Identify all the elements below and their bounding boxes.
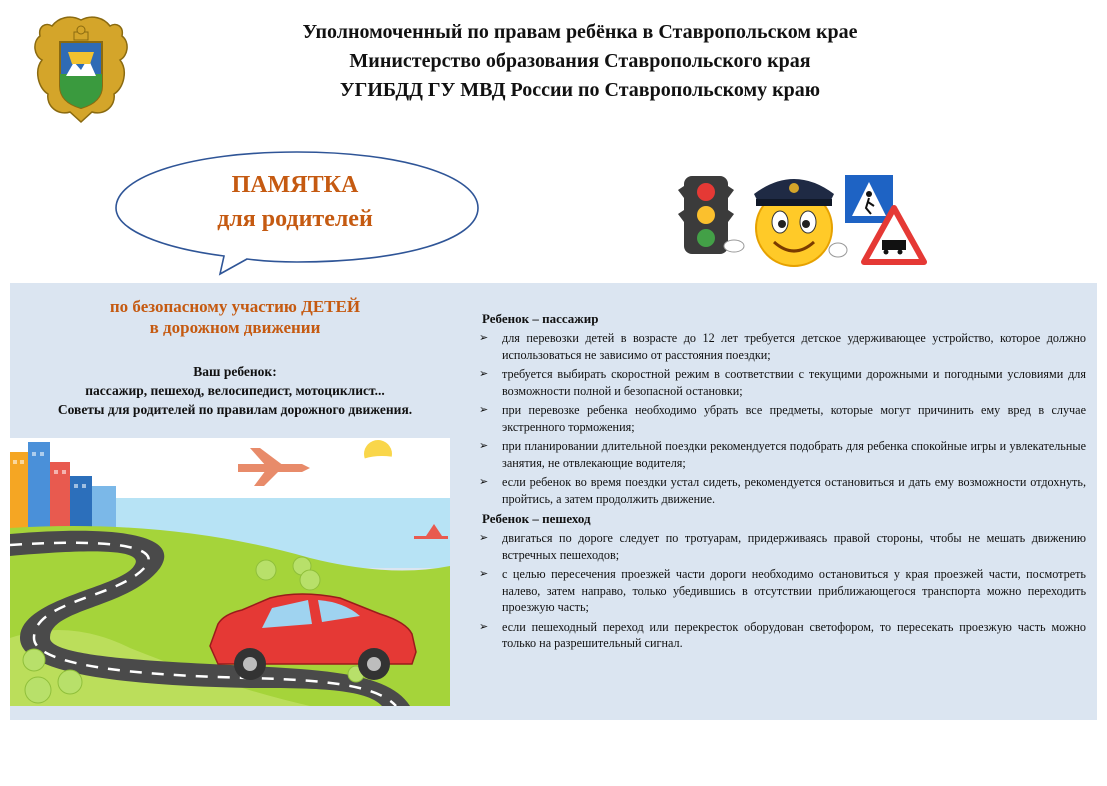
rule-text: для перевозки детей в возрасте до 12 лет требуется детское удерживающее устройство, которое должно использоваться не зависимо от расстояния поездки; [502,331,1086,362]
list-item [476,330,1086,363]
list-item [476,438,1086,471]
memo-title-line: ПАМЯТКА [231,172,359,198]
passenger-rules-list [476,330,1086,507]
road-car-illustration [10,438,450,706]
section-title-pedestrian: Ребенок – пешеход [482,511,591,526]
rule-text: двигаться по дороге следует по тротуарам, придерживаясь правой стороны, чтобы не мешать движению встречных пешеходов; [502,531,1086,562]
intro-text [20,362,450,419]
intro-line-3: Советы для родителей по правилам дорожного движения. [57,402,413,417]
header-line-traffic-police: УГИБДД ГУ МВД России по Ставропольскому краю [339,79,821,101]
rule-text: требуется выбирать скоростной режим в соответствии с текущими дорожными и погодными условиями для возможности полной и безопасной остановки; [502,367,1086,398]
memo-topic-line-2: в дорожном движении [149,318,321,337]
header-line-ministry: Министерство образования Ставропольского края [349,50,811,72]
section-passenger [476,311,1086,507]
list-item [476,366,1086,399]
traffic-light-icon [678,176,744,254]
bullet-arrow-icon: ➢ [479,368,489,380]
list-item [476,402,1086,435]
bullet-arrow-icon: ➢ [479,440,489,452]
rule-text: с целью пересечения проезжей части дороги необходимо остановиться у края проезжей части, посмотреть налево, затем направо, только убедившись в отсутствии приближающегося транспорта можно переходить проезжую часть; [502,567,1086,614]
memo-topic-line-1: по безопасному участию ДЕТЕЙ [109,297,361,316]
rule-text: при планировании длительной поездки рекомендуется подобрать для ребенка спокойные игры и увлекательные занятия, не отвлекающие водителя; [502,439,1086,470]
memo-subtitle-line: для родителей [217,206,373,232]
bullet-arrow-icon: ➢ [479,568,489,580]
intro-line-2: пассажир, пешеход, велосипедист, мотоциклист... [85,383,385,398]
header-line-ombudsman: Уполномоченный по правам ребёнка в Ставропольском крае [302,21,858,43]
rule-text: если пешеходный переход или перекресток оборудован светофором, то пересекать проезжую часть можно только на разрешительный сигнал. [502,619,1086,650]
pedestrian-rules-list [476,530,1086,652]
smiley-policeman-icon [754,179,847,266]
list-item [476,566,1086,616]
bullet-arrow-icon: ➢ [479,404,489,416]
traffic-mascot-illustration [670,166,932,272]
coat-of-arms-emblem [30,12,132,124]
bullet-arrow-icon: ➢ [479,620,489,633]
list-item [476,474,1086,507]
rules-column [476,311,1086,656]
section-pedestrian [476,511,1086,652]
header [200,18,960,105]
rule-text: если ребенок во время поездки устал сидеть, рекомендуется остановиться и дать ему возможности отдохнуть, пройтись, а затем продолжить движение. [502,475,1086,506]
memo-title [150,168,440,236]
list-item [476,530,1086,563]
bullet-arrow-icon: ➢ [479,532,489,544]
rule-text: при перевозке ребенка необходимо убрать все предметы, которые могут причинить ему вред в случае экстренного торможения; [502,403,1086,434]
bullet-arrow-icon: ➢ [479,332,489,344]
section-title-passenger: Ребенок – пассажир [482,311,599,326]
bullet-arrow-icon: ➢ [479,476,489,488]
list-item [476,619,1086,652]
intro-line-1: Ваш ребенок: [193,364,277,379]
memo-topic [20,296,450,338]
